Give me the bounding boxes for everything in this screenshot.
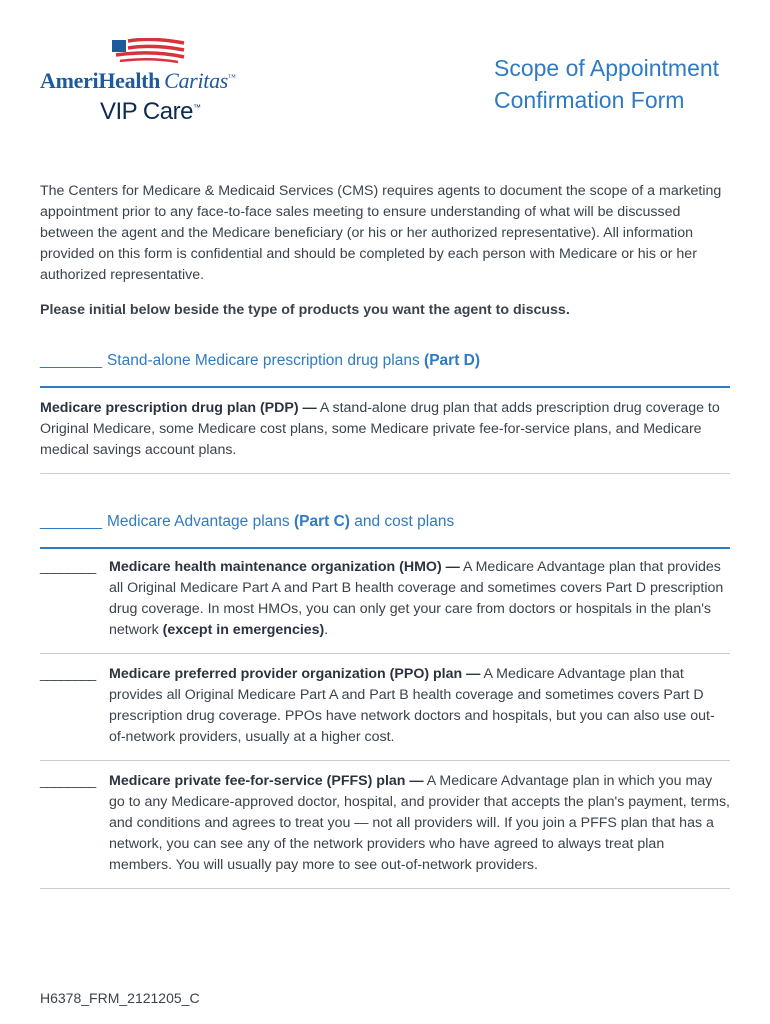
pdp-desc: A stand-alone drug plan that adds prescription drug coverage to Original Medicare, some Medicare cost plans, some Medicare private fee-for-service plans, and Medicare medical savings account plans.: [40, 400, 720, 458]
logo-product: VIP Care: [100, 98, 193, 125]
plan-hmo-text: [109, 557, 730, 641]
plan-pffs-desc: A Medicare Advantage plan in which you may go to any Medicare-approved doctor, hospital, and provider that accepts the plan's payment, terms, and conditions and agrees to treat you — not all providers will. If you join a PFFS plan that has a network, you can see any of the network providers who have agreed to always treat plan members. You will usually pay more to see out-of-network providers.: [109, 773, 731, 873]
divider: [40, 760, 730, 761]
plan-hmo-desc: A Medicare Advantage plan that provides all Original Medicare Part A and Part B health coverage and sometimes covers Part D prescription drug coverage. In most HMOs, you can only get your care from doctors or hospitals in the plan's network: [109, 559, 724, 638]
plan-hmo-tail: .: [324, 622, 329, 638]
section-divider-part-d: [40, 386, 730, 388]
section-heading-part-d-text: Stand-alone Medicare prescription drug plans: [106, 352, 420, 369]
plan-pffs-text: [109, 771, 730, 876]
initial-blank-part-d[interactable]: ________: [40, 352, 101, 369]
amerihealth-caritas-logo: [40, 38, 280, 130]
initial-blank-part-c[interactable]: ________: [40, 513, 101, 530]
logo-product-mark: ™: [192, 103, 201, 112]
section-divider-part-c: [40, 547, 730, 549]
divider: [40, 888, 730, 889]
section-heading-part-c-text: Medicare Advantage plans: [106, 513, 290, 530]
plan-hmo-term: Medicare health maintenance organization (HMO) —: [109, 559, 460, 575]
section-heading-part-c-tail: and cost plans: [354, 513, 455, 530]
instruction-text: Please initial below beside the type of products you want the agent to discuss.: [40, 302, 570, 318]
section-heading-part-d-label: (Part D): [424, 352, 481, 369]
logo-brand-main: AmeriHealth: [40, 68, 161, 93]
logo-brand-script: Caritas: [164, 68, 229, 93]
pdp-description: [40, 398, 730, 461]
form-title: [494, 52, 754, 116]
section-heading-part-d: [40, 352, 730, 370]
intro-paragraph: The Centers for Medicare & Medicaid Services (CMS) requires agents to document the scope of a marketing appointment prior to any face-to-face sales meeting to ensure understanding of what will be discussed between the agent and the Medicare beneficiary (or his or her authorized representative). All information provided on this form is confidential and should be completed by each person with Medicare or his or her authorized representative.: [40, 183, 722, 283]
initial-blank-ppo[interactable]: ________: [40, 666, 96, 682]
form-title-line2: Confirmation Form: [494, 87, 685, 113]
plan-ppo-desc: A Medicare Advantage plan that provides all Original Medicare Part A and Part B health coverage and sometimes covers Part D prescription drug coverage. PPOs have network doctors and hospitals, but you can also use out-of-network providers, usually at a higher cost.: [109, 666, 715, 745]
section-heading-part-c-label: (Part C): [293, 513, 350, 530]
logo-trademark: ™: [228, 72, 236, 82]
logo-product-name: [100, 98, 200, 126]
logo-brand-name: [40, 68, 236, 94]
plan-ppo-term: Medicare preferred provider organization (PPO) plan —: [109, 666, 481, 682]
section-heading-part-c: [40, 513, 730, 531]
initial-blank-pffs[interactable]: ________: [40, 773, 96, 789]
pdp-term: Medicare prescription drug plan (PDP) —: [40, 400, 317, 416]
form-code: H6378_FRM_2121205_C: [40, 990, 200, 1006]
divider: [40, 653, 730, 654]
flag-icon: [112, 38, 186, 64]
plan-hmo-emphasis: (except in emergencies): [162, 622, 325, 638]
initial-blank-hmo[interactable]: ________: [40, 559, 96, 575]
divider: [40, 473, 730, 474]
plan-ppo-text: [109, 664, 730, 748]
plan-pffs-term: Medicare private fee-for-service (PFFS) plan —: [109, 773, 424, 789]
form-title-line1: Scope of Appointment: [494, 55, 720, 81]
